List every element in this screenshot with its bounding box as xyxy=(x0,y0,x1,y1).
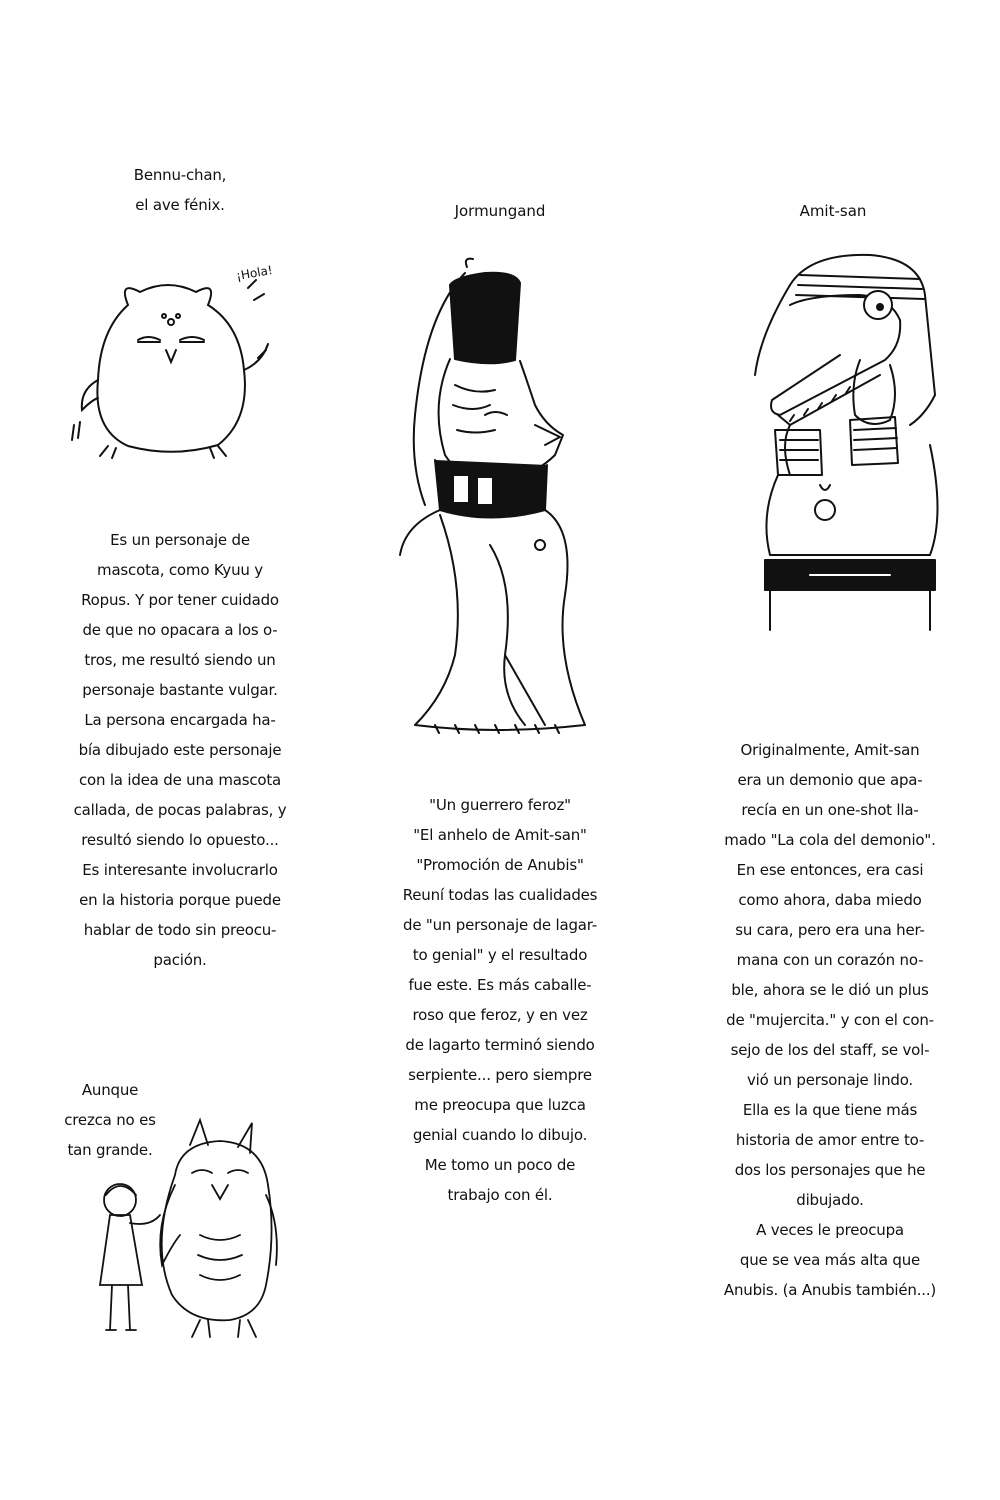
bennu-caption-line: Aunque xyxy=(81,1081,139,1099)
amit-description-line: mado "La cola del demonio". xyxy=(724,831,936,849)
jormungand-description-line: "Un guerrero feroz" xyxy=(429,796,571,814)
amit-illustration xyxy=(750,245,950,640)
amit-description-line: de "mujercita." y con el con- xyxy=(726,1011,934,1029)
amit-description-line: dos los personajes que he xyxy=(734,1161,926,1179)
jormungand-description-line: Me tomo un poco de xyxy=(424,1156,576,1174)
jormungand-illustration xyxy=(395,255,615,740)
bennu-title-line: Bennu-chan, xyxy=(133,166,227,184)
amit-description-line: Ella es la que tiene más xyxy=(742,1101,918,1119)
bennu-description xyxy=(40,525,320,975)
bennu-description-line: mascota, como Kyuu y xyxy=(97,561,263,579)
bennu-chick-illustration xyxy=(68,270,278,460)
jormungand-description-line: me preocupa que luzca xyxy=(414,1096,586,1114)
bennu-title xyxy=(80,160,280,220)
bennu-description-line: personaje bastante vulgar. xyxy=(82,681,278,699)
amit-description-line: sejo de los del staff, se vol- xyxy=(730,1041,930,1059)
amit-description-line: era un demonio que apa- xyxy=(737,771,923,789)
jormungand-description-line: Reuní todas las cualidades xyxy=(402,886,598,904)
jormungand-description-line: to genial" y el resultado xyxy=(412,946,588,964)
bennu-description-line: resultó siendo lo opuesto... xyxy=(81,831,279,849)
bennu-title-line: el ave fénix. xyxy=(135,196,225,214)
bennu-description-line: con la idea de una mascota xyxy=(78,771,282,789)
jormungand-title: Jormungand xyxy=(454,202,546,220)
bennu-grown-illustration xyxy=(80,1115,280,1340)
bennu-description-line: bía dibujado este personaje xyxy=(78,741,282,759)
bennu-description-line: pación. xyxy=(153,951,207,969)
bennu-description-line: callada, de pocas palabras, y xyxy=(73,801,287,819)
jormungand-description xyxy=(355,790,645,1210)
amit-description-line: ble, ahora se le dió un plus xyxy=(731,981,929,999)
jormungand-description-line: fue este. Es más caballe- xyxy=(408,976,592,994)
amit-description-line: historia de amor entre to- xyxy=(735,1131,925,1149)
bennu-description-line: tros, me resultó siendo un xyxy=(84,651,276,669)
bennu-description-line: Ropus. Y por tener cuidado xyxy=(81,591,279,609)
jormungand-description-line: serpiente... pero siempre xyxy=(408,1066,592,1084)
amit-description-line: que se vea más alta que xyxy=(739,1251,921,1269)
jormungand-description-line: de lagarto terminó siendo xyxy=(405,1036,595,1054)
jormungand-description-line: roso que feroz, y en vez xyxy=(412,1006,588,1024)
amit-description-line: Originalmente, Amit-san xyxy=(740,741,920,759)
bennu-caption-line: tan grande. xyxy=(67,1141,153,1159)
amit-description-line: En ese entonces, era casi xyxy=(736,861,924,879)
jormungand-description-line: "Promoción de Anubis" xyxy=(416,856,584,874)
amit-description-line: A veces le preocupa xyxy=(756,1221,904,1239)
bennu-description-line: en la historia porque puede xyxy=(79,891,281,909)
bennu-description-line: de que no opacara a los o- xyxy=(82,621,278,639)
amit-description-line: mana con un corazón no- xyxy=(736,951,924,969)
amit-description-line: vió un personaje lindo. xyxy=(747,1071,913,1089)
amit-title: Amit-san xyxy=(799,202,867,220)
bennu-description-line: Es interesante involucrarlo xyxy=(82,861,278,879)
jormungand-description-line: trabajo con él. xyxy=(447,1186,553,1204)
amit-description-line: como ahora, daba miedo xyxy=(738,891,922,909)
jormungand-description-line: genial cuando lo dibujo. xyxy=(412,1126,588,1144)
bennu-description-line: hablar de todo sin preocu- xyxy=(83,921,277,939)
amit-description-line: dibujado. xyxy=(796,1191,864,1209)
amit-description-line: recía en un one-shot lla- xyxy=(741,801,919,819)
amit-description-line: su cara, pero era una her- xyxy=(735,921,925,939)
bennu-caption-line: crezca no es xyxy=(64,1111,156,1129)
bennu-greeting-sfx: ¡Hola! xyxy=(235,262,274,284)
bennu-description-line: Es un personaje de xyxy=(110,531,250,549)
jormungand-description-line: "El anhelo de Amit-san" xyxy=(413,826,587,844)
jormungand-description-line: de "un personaje de lagar- xyxy=(403,916,597,934)
amit-description xyxy=(680,735,980,1305)
bennu-description-line: La persona encargada ha- xyxy=(84,711,276,729)
amit-description-line: Anubis. (a Anubis también...) xyxy=(723,1281,937,1299)
